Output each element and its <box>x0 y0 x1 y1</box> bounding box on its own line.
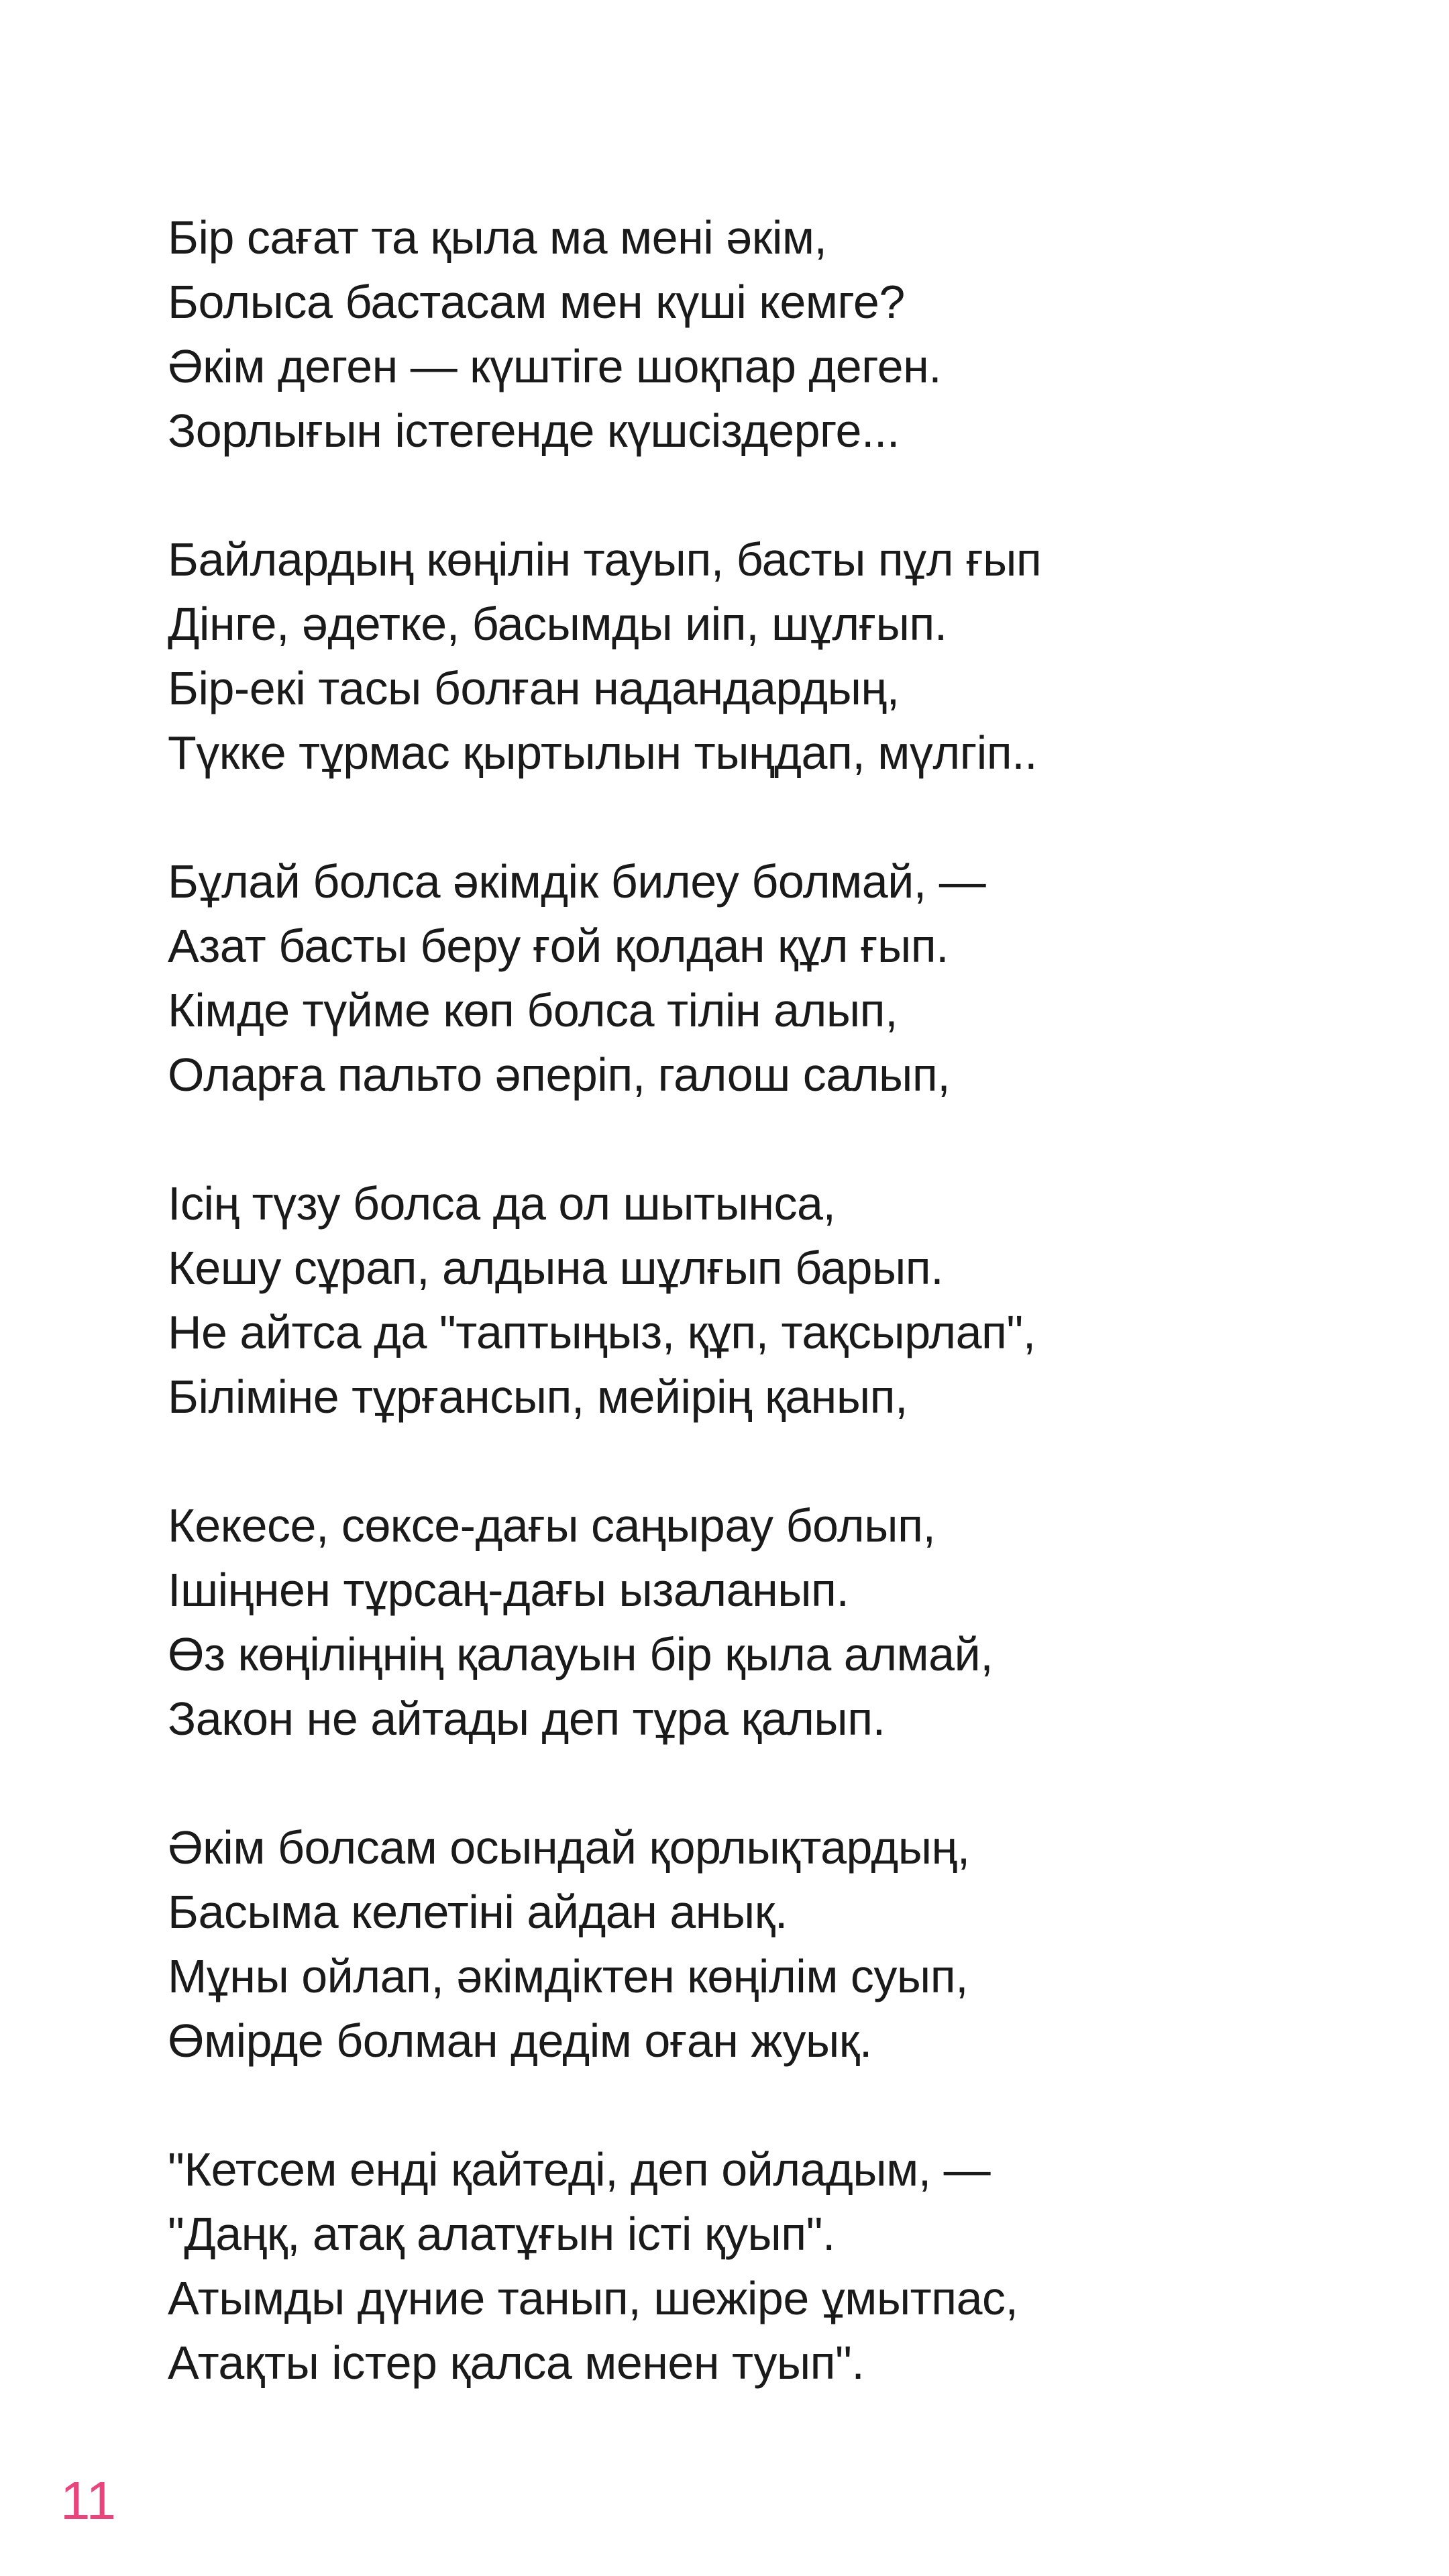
poem-line: Әкім деген — күштіге шоқпар деген. <box>168 340 942 392</box>
stanza-2 <box>168 527 1375 785</box>
poem-body <box>168 205 1375 2459</box>
page-number: 11 <box>60 2471 117 2530</box>
poem-line: Байлардың көңілін тауып, басты пұл ғып <box>168 533 1042 586</box>
poem-line: Бір сағат та қыла ма мені әкім, <box>168 211 827 264</box>
stanza-3 <box>168 849 1375 1107</box>
poem-line: Зорлығын істегенде күшсіздерге... <box>168 405 900 457</box>
poem-line: Дінге, әдетке, басымды иіп, шұлғып. <box>168 598 947 650</box>
poem-line: Кекесе, сөксе-дағы саңырау болып, <box>168 1499 936 1552</box>
poem-line: Оларға пальто әперіп, галош салып, <box>168 1049 951 1101</box>
stanza-5 <box>168 1493 1375 1751</box>
poem-line: Түкке тұрмас қыртылын тыңдап, мүлгіп.. <box>168 727 1038 779</box>
poem-line: Бір-екі тасы болған надандардың, <box>168 662 900 714</box>
poem-line: Кешу сұрап, алдына шұлғып барып. <box>168 1242 944 1294</box>
poem-line: Басыма келетіні айдан анық. <box>168 1886 788 1938</box>
stanza-6 <box>168 1815 1375 2073</box>
poem-line: Кімде түйме көп болса тілін алып, <box>168 984 898 1036</box>
poem-line: Өз көңіліңнің қалауын бір қыла алмай, <box>168 1628 994 1680</box>
poem-line: Ішіңнен тұрсаң-дағы ызаланып. <box>168 1564 849 1616</box>
poem-line: "Кетсем енді қайтеді, деп ойладым, — <box>168 2143 991 2196</box>
poem-line: Өмірде болман дедім оған жуық. <box>168 2015 872 2067</box>
poem-line: Болыса бастасам мен күші кемге? <box>168 276 905 328</box>
poem-line: Атақты істер қалса менен туып". <box>168 2337 865 2389</box>
poem-line: Ісің түзу болса да ол шытынса, <box>168 1177 836 1230</box>
poem-line: Азат басты беру ғой қолдан құл ғып. <box>168 920 949 972</box>
poem-line: Атымды дүние танып, шежіре ұмытпас, <box>168 2272 1018 2324</box>
poem-line: Закон не айтады деп тұра қалып. <box>168 1693 885 1745</box>
poem-line: Әкім болсам осындай қорлықтардың, <box>168 1821 970 1874</box>
poem-line: Бұлай болса әкімдік билеу болмай, — <box>168 855 986 908</box>
stanza-1 <box>168 205 1375 463</box>
poem-line: Біліміне тұрғансып, мейірің қанып, <box>168 1371 908 1423</box>
poem-line: Мұны ойлап, әкімдіктен көңілім суып, <box>168 1950 969 2002</box>
stanza-7 <box>168 2137 1375 2395</box>
poem-line: "Даңқ, атақ алатұғын істі қуып". <box>168 2208 835 2260</box>
stanza-4 <box>168 1171 1375 1429</box>
poem-line: Не айтса да "таптыңыз, құп, тақсырлап", <box>168 1306 1036 1358</box>
